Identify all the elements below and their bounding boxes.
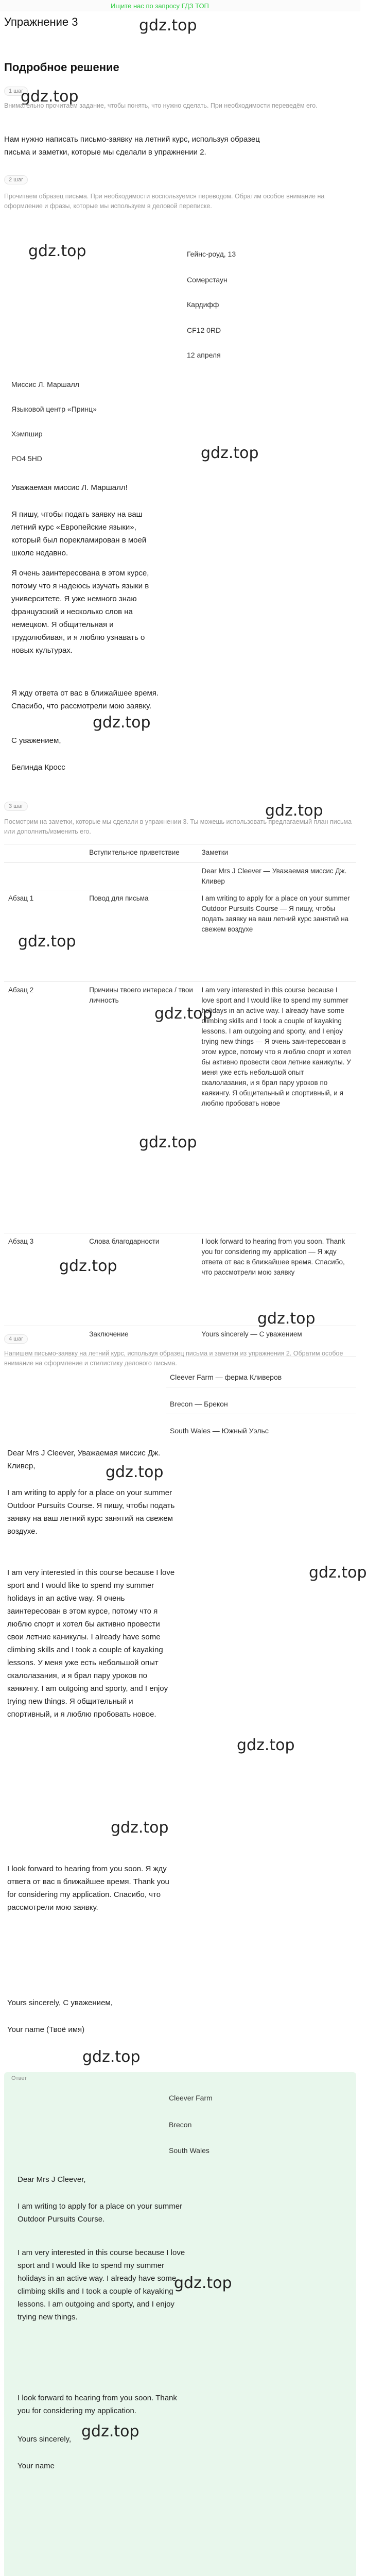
solution-heading: Подробное решение: [4, 61, 119, 74]
answer-label: Ответ: [11, 2075, 27, 2081]
watermark: gdz.top: [111, 1819, 169, 1837]
table-row: [4, 863, 356, 890]
watermark: gdz.top: [257, 1310, 316, 1328]
watermark: gdz.top: [309, 1564, 367, 1582]
address-line: Brecon — Брекон: [170, 1400, 228, 1408]
watermark: gdz.top: [174, 2274, 232, 2292]
watermark: gdz.top: [21, 88, 79, 106]
address-line: Cleever Farm — ферма Кливеров: [170, 1373, 282, 1381]
table-cell: Dear Mrs J Cleever — Уважаемая миссис Дж. Кливер: [198, 863, 356, 890]
step-note: Внимательно прочитаем задание, чтобы понять, что нужно сделать. При необходимости переведём его.: [4, 102, 318, 109]
watermark: gdz.top: [106, 1463, 164, 1481]
table-row: [4, 844, 356, 863]
letter-paragraph: I am writing to apply for a place on your summer Outdoor Pursuits Course.: [18, 2202, 183, 2224]
letter-paragraph: I look forward to hearing from you soon. Я жду ответа от вас в ближайшее время. Thank you for considering my application. Спасибо, что рассмотрели мою заявку.: [7, 1865, 169, 1912]
letter-paragraph: I am very interested in this course because I love sport and I would like to spend my summer holidays in an active way. I already have some climbing skills and I took a couple of kayaking lessons. I am outgoing and sporty, and I enjoy trying new things.: [18, 2248, 185, 2321]
recipient-line: Хэмпшир: [11, 430, 43, 438]
step-note: Напишем письмо-заявку на летний курс, используя образец письма и заметки из упражнения 2. Обратим особое внимание на оформление и стилистику делового письма.: [4, 1350, 343, 1367]
table-cell: Причины твоего интереса / твои личность: [85, 982, 197, 1233]
letter-paragraph: I am writing to apply for a place on your summer Outdoor Pursuits Course. Я пишу, чтобы подать заявку на ваш летний курс занятий на свежем воздухе.: [7, 1488, 175, 1536]
watermark: gdz.top: [237, 1736, 295, 1754]
step-label: 4 шаг: [4, 1334, 28, 1344]
sender-line: Кардифф: [187, 300, 219, 309]
letter-paragraph: Я пишу, чтобы подать заявку на ваш летний курс «Европейские языки», который был порекламирован в моей школе недавно.: [11, 510, 147, 557]
letter-paragraph: Dear Mrs J Cleever,: [18, 2175, 86, 2184]
letter-paragraph: Я жду ответа от вас в ближайшее время. Спасибо, что рассмотрели мою заявку.: [11, 689, 159, 710]
letter-signature: Белинда Кросс: [11, 763, 65, 772]
letter-paragraph: Yours sincerely,: [18, 2435, 72, 2444]
watermark: gdz.top: [28, 242, 86, 260]
recipient-line: Миссис Л. Маршалл: [11, 380, 79, 388]
step-label: 1 шаг: [4, 87, 28, 96]
letter-signature: Your name (Твоё имя): [7, 2025, 85, 2034]
step-text: Нам нужно написать письмо-заявку на летний курс, используя образец письма и заметки, которые мы сделали в упражнении 2.: [4, 135, 260, 157]
table-cell: [4, 863, 85, 890]
table-cell: I am writing to apply for a place on your summer Outdoor Pursuits Course — Я пишу, чтобы подать заявку на ваш летний курс занятий на свежем воздухе: [198, 890, 356, 982]
watermark: gdz.top: [18, 933, 76, 951]
watermark: gdz.top: [81, 2422, 139, 2441]
letter-paragraph: Yours sincerely, С уважением,: [7, 1998, 113, 2007]
watermark: gdz.top: [139, 16, 197, 35]
page-title: Упражнение 3: [4, 15, 78, 28]
sender-line: Сомерстаун: [187, 276, 228, 284]
letter-paragraph: Уважаемая миссис Л. Маршалл!: [11, 483, 128, 492]
table-cell: Повод для письма: [85, 890, 197, 982]
letter-paragraph: Я очень заинтересована в этом курсе, потому что я надеюсь изучать языки в университете. Я уже немного знаю французский и несколько слов на немецком. Я общительная и трудолюбивая, и я люблю узнавать о новых культурах.: [11, 569, 149, 655]
step-note: Посмотрим на заметки, которые мы сделали в упражнении 3. Ты можешь использовать предлагаемый план письма или дополнить/изменить его.: [4, 818, 352, 835]
table-cell: [85, 863, 197, 890]
watermark: gdz.top: [201, 444, 259, 462]
table-cell: Заметки: [198, 844, 356, 863]
sender-line: Гейнс-роуд, 13: [187, 250, 236, 258]
sender-line: 12 апреля: [187, 351, 221, 359]
address-line: Cleever Farm: [169, 2094, 213, 2102]
search-hint-link[interactable]: Ищите нас по запросу ГДЗ ТОП: [111, 2, 209, 10]
watermark: gdz.top: [82, 2048, 141, 2066]
table-cell: [4, 844, 85, 863]
address-line: South Wales: [169, 2146, 209, 2155]
step-label: 3 шаг: [4, 802, 28, 811]
table-cell: Абзац 1: [4, 890, 85, 982]
recipient-line: Языковой центр «Принц»: [11, 405, 97, 413]
table-cell: Yours sincerely — С уважением: [198, 1326, 356, 1357]
table-cell: Заключение: [85, 1326, 197, 1357]
top-bar: [0, 0, 360, 11]
table-cell: Слова благодарности: [85, 1233, 197, 1326]
sender-line: CF12 0RD: [187, 326, 221, 334]
table-cell: Абзац 2: [4, 982, 85, 1233]
step-note: Прочитаем образец письма. При необходимости воспользуемся переводом. Обратим особое внимание на оформление и фразы, которые мы используем в деловой переписке.: [4, 193, 325, 210]
letter-paragraph: С уважением,: [11, 736, 61, 745]
letter-paragraph: I am very interested in this course because I love sport and I would like to spend my summer holidays in an active way. Я очень заинтересован в этом курсе, потому что я люблю спорт и хотел бы активно провести свои летние каникулы. I already have some climbing skills and I took a couple of kayaking lessons. У меня уже есть небольшой опыт скалолазания, и я брал пару уроков по каякингу. I am outgoing and sporty, and I enjoy trying new things. Я общительный и спортивный, и я люблю пробовать новое.: [7, 1568, 175, 1719]
letter-paragraph: I look forward to hearing from you soon. Thank you for considering my application.: [18, 2394, 177, 2415]
letter-signature: Your name: [18, 2462, 55, 2470]
watermark: gdz.top: [93, 714, 151, 732]
table-cell: I am very interested in this course because I love sport and I would like to spend my summer holidays in an active way. I already have some climbing skills and I took a couple of kayaking lessons. I am outgoing and sporty, and I enjoy trying new things — Я очень заинтересован в этом курсе, потому что я люблю спорт и хотел бы активно провести свои летние каникулы. У меня уже есть небольшой опыт скалолазания, и я брал пару уроков по каякингу. Я общительный и спортивный, и я люблю пробовать новое: [198, 982, 356, 1233]
address-line: Brecon: [169, 2121, 192, 2129]
watermark: gdz.top: [265, 802, 323, 820]
recipient-line: PO4 5HD: [11, 454, 42, 463]
step-label: 2 шаг: [4, 175, 28, 184]
table-cell: Абзац 3: [4, 1233, 85, 1326]
table-cell: I look forward to hearing from you soon. Thank you for considering my application — Я жду ответа от вас в ближайшее время. Спасибо, что рассмотрели мою заявку: [198, 1233, 356, 1326]
watermark: gdz.top: [139, 1133, 197, 1151]
letter-paragraph: Dear Mrs J Cleever, Уважаемая миссис Дж. Кливер,: [7, 1449, 161, 1470]
watermark: gdz.top: [59, 1257, 117, 1275]
plan-table: [4, 844, 356, 1357]
watermark: gdz.top: [154, 1005, 213, 1023]
address-line: South Wales — Южный Уэльс: [170, 1427, 269, 1435]
answer-box: [4, 2072, 356, 2576]
table-cell: Вступительное приветствие: [85, 844, 197, 863]
